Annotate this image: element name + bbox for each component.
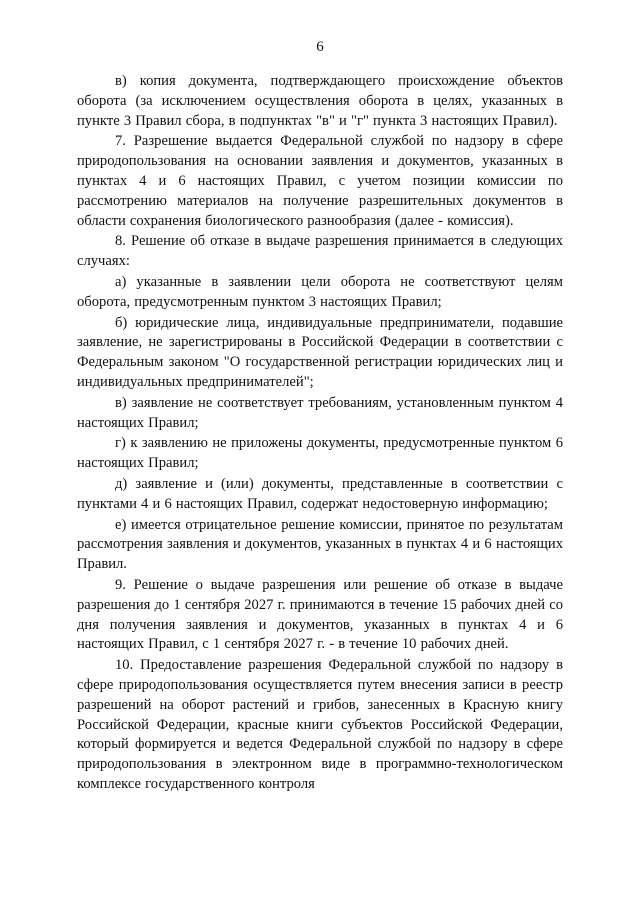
refusal-case-b: б) юридические лица, индивидуальные предприниматели, подавшие заявление, не зарегистрированы в Российской Федерации в соответствии с Федеральным законом "О государственной регистрации юридических лиц и индивидуальных предпринимателей";: [77, 314, 563, 390]
document-body: [77, 72, 563, 796]
paragraph-7-permit-issuance: 7. Разрешение выдается Федеральной службой по надзору в сфере природопользования на основании заявления и документов, указанных в пунктах 4 и 6 настоящих Правил, с учетом позиции комиссии по рассмотрению материалов на получение разрешительных документов в области сохранения биологического разнообразия (далее - комиссия).: [77, 133, 563, 229]
refusal-case-g: г) к заявлению не приложены документы, предусмотренные пунктом 6 настоящих Правил;: [77, 435, 563, 472]
paragraph-item-v-origin-document: в) копия документа, подтверждающего происхождение объектов оборота (за исключением осуществления оборота в целях, указанных в пункте 3 Правил сбора, в подпунктах "в" и "г" пункта 3 настоящих Правил).: [77, 73, 563, 129]
paragraph-10-permit-registry: 10. Предоставление разрешения Федеральной службой по надзору в сфере природопользования осуществляется путем внесения записи в реестр разрешений на оборот растений и грибов, занесенных в Красную книгу Российской Федерации, красные книги субъектов Российской Федерации, который формируется и ведется Федеральной службой по надзору в сфере природопользования в электронном виде в программно-технологическом комплексе государственного контроля: [77, 657, 563, 792]
page-number: 6: [316, 39, 324, 55]
refusal-case-v: в) заявление не соответствует требованиям, установленным пунктом 4 настоящих Правил;: [77, 394, 563, 431]
paragraph-8-refusal-cases: 8. Решение об отказе в выдаче разрешения принимается в следующих случаях:: [77, 233, 563, 270]
refusal-case-d: д) заявление и (или) документы, представленные в соответствии с пунктами 4 и 6 настоящих Правил, содержат недостоверную информацию;: [77, 475, 563, 512]
paragraph-9-decision-deadlines: 9. Решение о выдаче разрешения или решение об отказе в выдаче разрешения до 1 сентября 2027 г. принимаются в течение 15 рабочих дней со дня получения заявления и документов, указанных в пунктах 4 и 6 настоящих Правил, с 1 сентября 2027 г. - в течение 10 рабочих дней.: [77, 576, 563, 653]
refusal-case-a: а) указанные в заявлении цели оборота не соответствуют целям оборота, предусмотренным пунктом 3 настоящих Правил;: [77, 273, 563, 310]
refusal-case-e: е) имеется отрицательное решение комиссии, принятое по результатам рассмотрения заявления и документов, указанных в пунктах 4 и 6 настоящих Правил.: [77, 516, 563, 573]
